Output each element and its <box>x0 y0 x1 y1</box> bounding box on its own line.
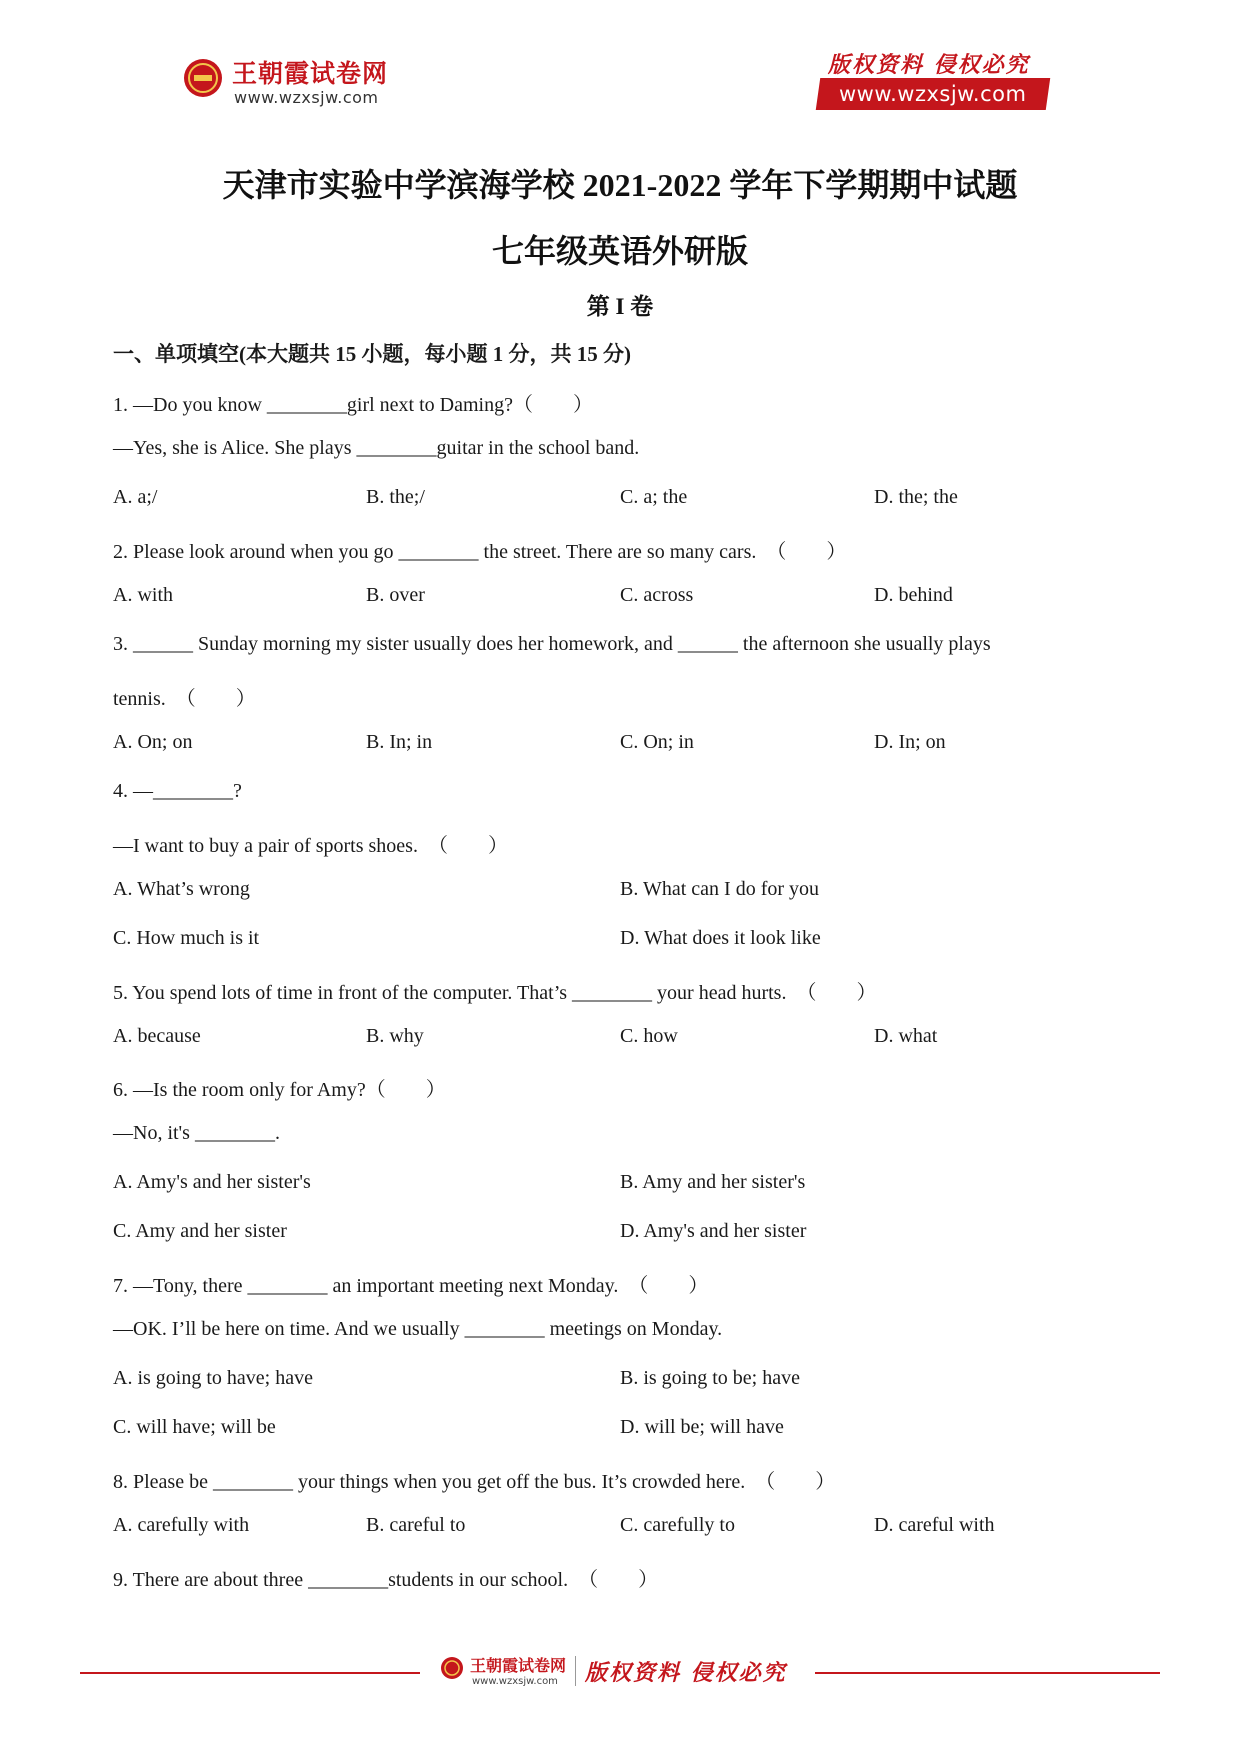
option-a: A. carefully with <box>113 1514 250 1536</box>
question-line: tennis. （ ） <box>113 688 256 710</box>
option-a: A. Amy's and her sister's <box>113 1171 311 1193</box>
option-c: C. across <box>620 584 694 606</box>
option-a: A. a;/ <box>113 486 158 508</box>
question-line: 2. Please look around when you go ________ the street. There are so many cars. （ ） <box>113 541 847 563</box>
option-c: C. will have; will be <box>113 1416 276 1438</box>
copyright-notice: 版权资料 侵权必究 <box>828 52 1030 78</box>
question-line: 9. There are about three ________students in our school. （ ） <box>113 1569 659 1591</box>
exam-title: 天津市实验中学滨海学校 2021-2022 学年下学期期中试题 <box>222 167 1018 203</box>
question-line: 4. —________? <box>113 780 242 802</box>
footer-brand-url: www.wzxsjw.com <box>472 1676 558 1687</box>
question-line: 8. Please be ________ your things when you get off the bus. It’s crowded here. （ ） <box>113 1471 836 1493</box>
footer-divider-right <box>815 1672 1160 1674</box>
brand-url: www.wzxsjw.com <box>234 88 379 107</box>
option-a: A. What’s wrong <box>113 878 250 900</box>
option-b: B. why <box>366 1025 424 1047</box>
option-a: A. because <box>113 1025 201 1047</box>
option-c: C. how <box>620 1025 678 1047</box>
option-b: B. In; in <box>366 731 433 753</box>
question-line: —I want to buy a pair of sports shoes. （ ） <box>113 835 508 857</box>
question-line: 5. You spend lots of time in front of the computer. That’s ________ your head hurts. （ ） <box>113 982 877 1004</box>
option-b: B. Amy and her sister's <box>620 1171 806 1193</box>
footer-brand-name: 王朝霞试卷网 <box>470 1656 567 1675</box>
option-c: C. How much is it <box>113 927 260 949</box>
option-b: B. What can I do for you <box>620 878 820 900</box>
option-b: B. the;/ <box>366 486 425 508</box>
question-line: —OK. I’ll be here on time. And we usually ________ meetings on Monday. <box>113 1318 723 1340</box>
copyright-url-banner <box>816 78 1050 110</box>
logo-badge-icon <box>183 58 223 98</box>
copyright-url: www.wzxsjw.com <box>839 82 1027 106</box>
option-a: A. is going to have; have <box>113 1367 313 1389</box>
question-line: 1. —Do you know ________girl next to Daming?（ ） <box>113 394 593 416</box>
option-d: D. In; on <box>874 731 946 753</box>
footer-divider-left <box>80 1672 420 1674</box>
option-b: B. over <box>366 584 425 606</box>
brand-name: 王朝霞试卷网 <box>232 59 389 88</box>
option-d: D. behind <box>874 584 953 606</box>
question-line: —No, it's ________. <box>113 1122 280 1144</box>
question-line: 7. —Tony, there ________ an important meeting next Monday. （ ） <box>113 1275 709 1297</box>
option-d: D. What does it look like <box>620 927 821 949</box>
section-heading: 一、单项填空(本大题共 15 小题，每小题 1 分，共 15 分) <box>113 342 631 366</box>
exam-subtitle: 七年级英语外研版 <box>491 233 748 269</box>
option-c: C. On; in <box>620 731 694 753</box>
option-d: D. careful with <box>874 1514 995 1536</box>
option-d: D. what <box>874 1025 938 1047</box>
option-c: C. carefully to <box>620 1514 735 1536</box>
footer-logo-icon <box>440 1656 464 1680</box>
question-line: 3. ______ Sunday morning my sister usually does her homework, and ______ the afternoon she usually plays <box>113 633 991 655</box>
question-line: 6. —Is the room only for Amy?（ ） <box>113 1079 446 1101</box>
option-a: A. with <box>113 584 173 606</box>
question-line: —Yes, she is Alice. She plays ________guitar in the school band. <box>113 437 640 459</box>
option-c: C. Amy and her sister <box>113 1220 287 1242</box>
option-b: B. is going to be; have <box>620 1367 800 1389</box>
volume-label: 第 I 卷 <box>586 294 654 319</box>
option-b: B. careful to <box>366 1514 466 1536</box>
option-d: D. the; the <box>874 486 958 508</box>
footer-copyright-notice: 版权资料 侵权必究 <box>585 1660 787 1686</box>
option-a: A. On; on <box>113 731 193 753</box>
option-c: C. a; the <box>620 486 688 508</box>
option-d: D. will be; will have <box>620 1416 784 1438</box>
footer-separator <box>575 1656 576 1686</box>
option-d: D. Amy's and her sister <box>620 1220 807 1242</box>
